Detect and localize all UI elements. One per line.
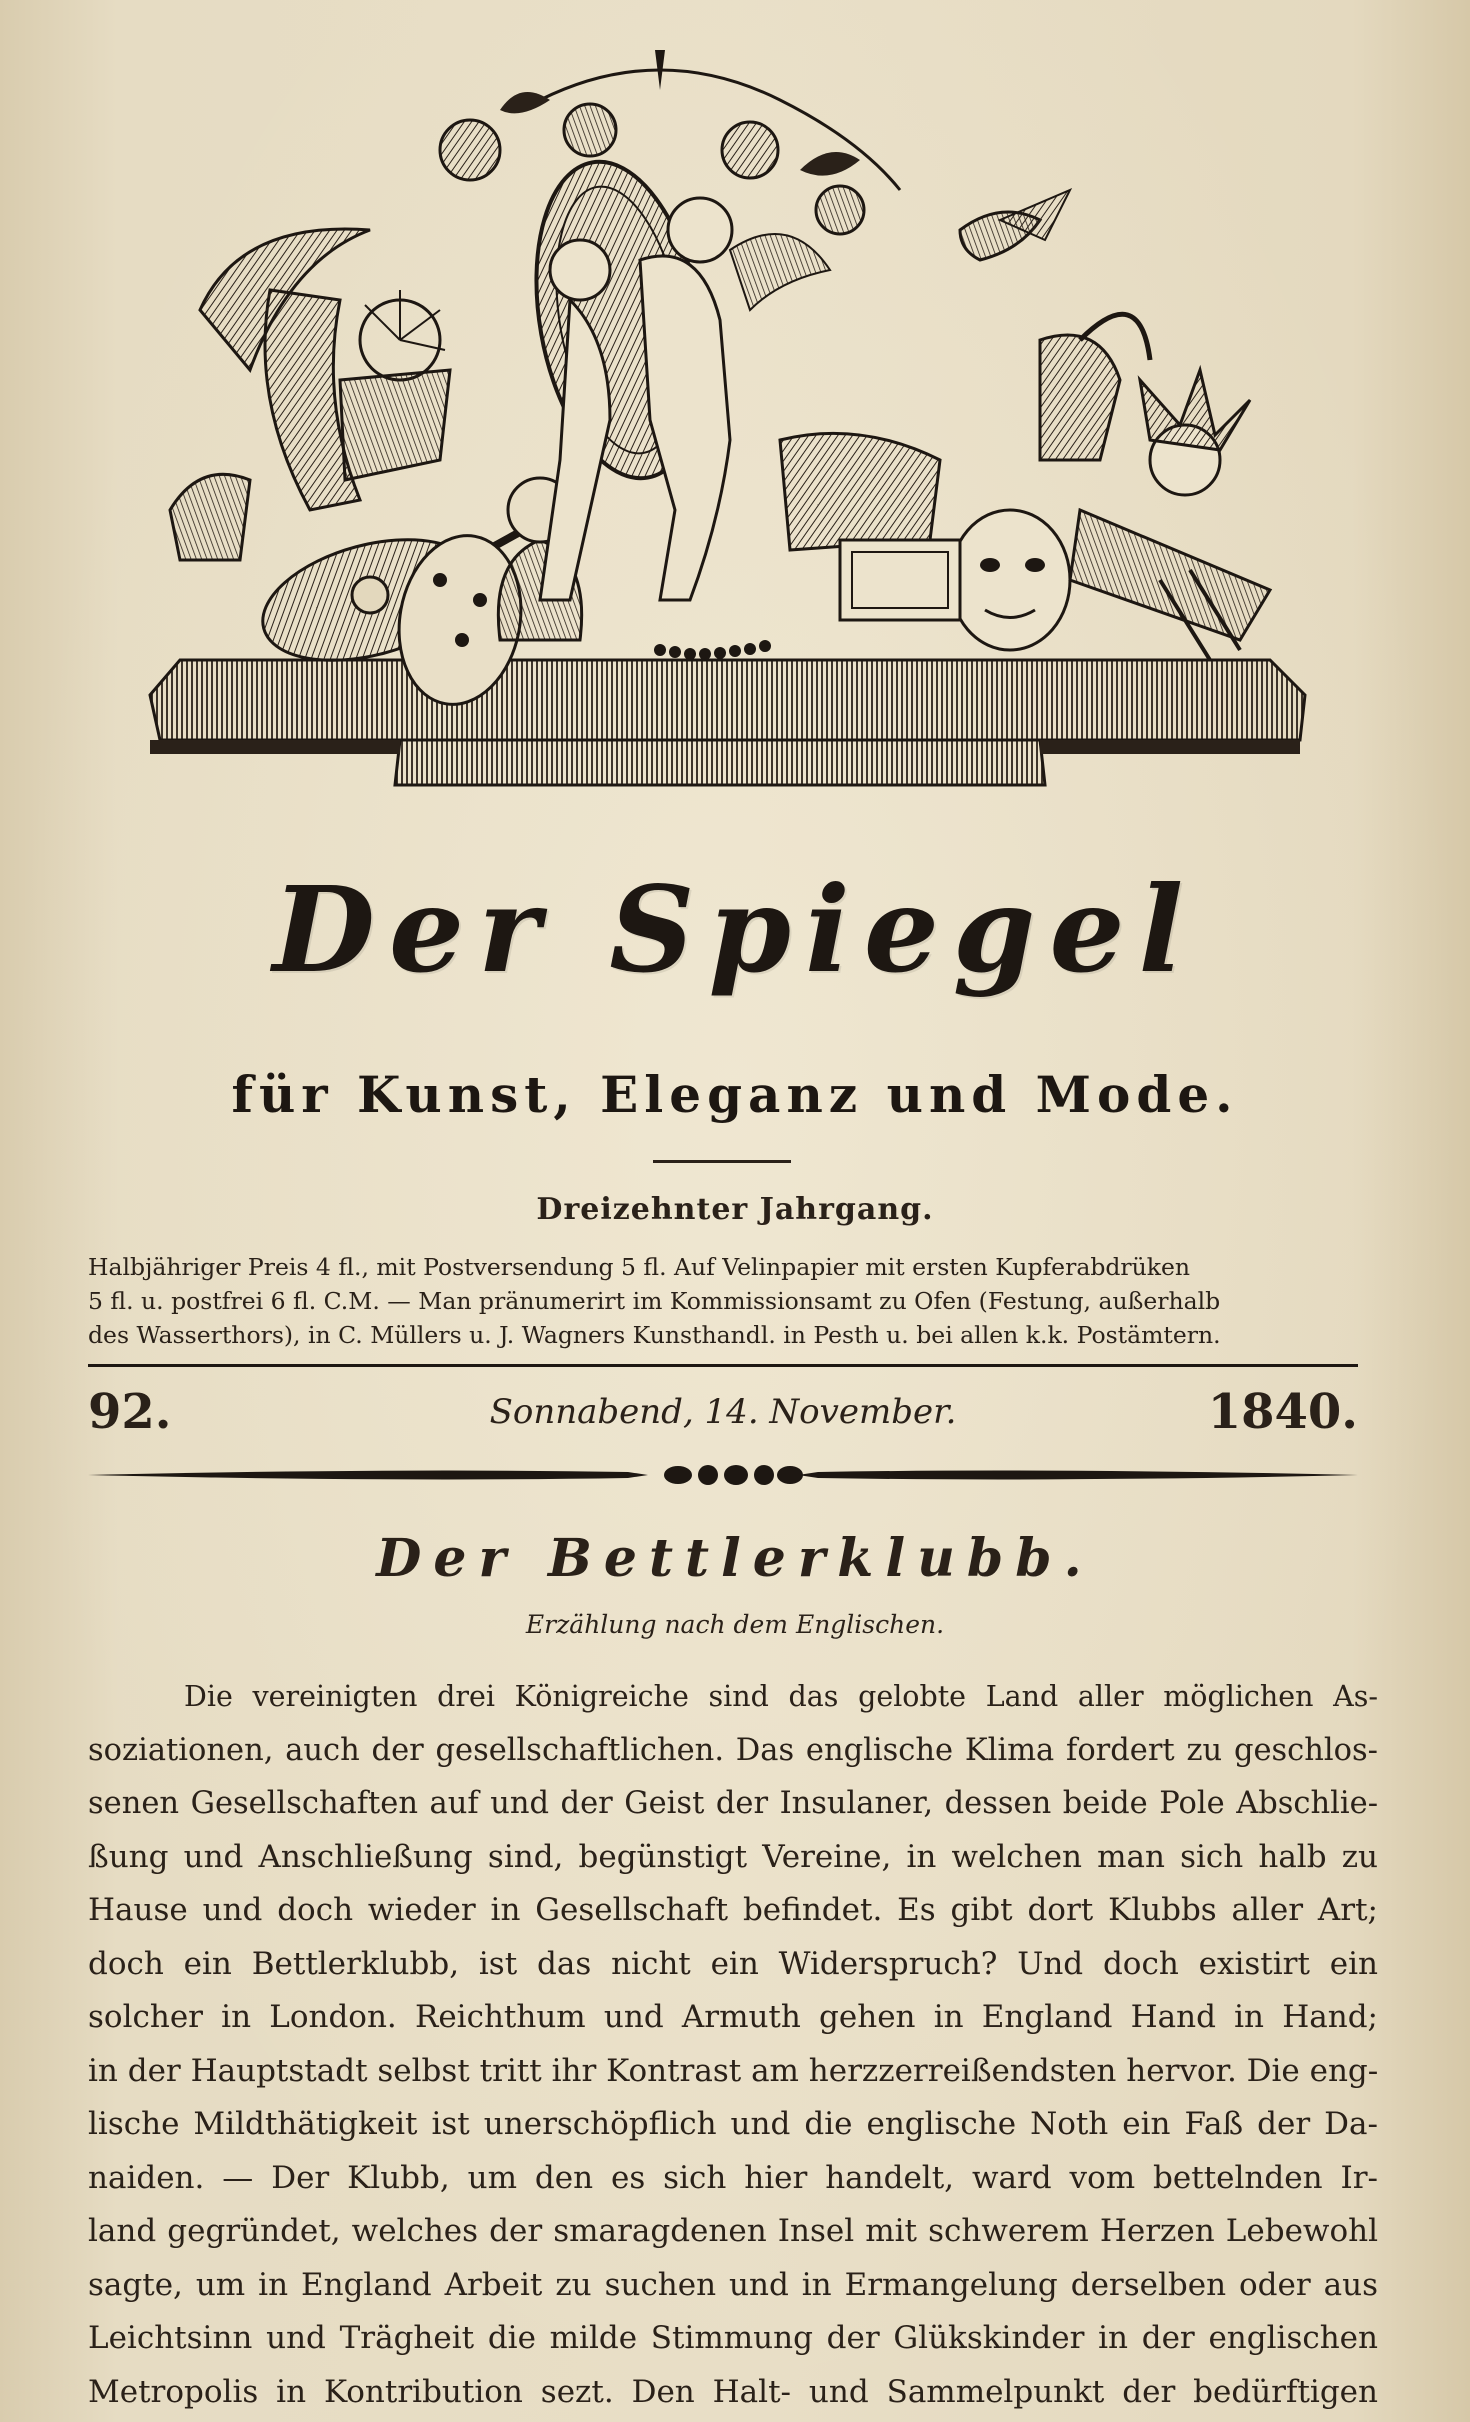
article-subtitle: Erzählung nach dem Englischen. xyxy=(525,1610,945,1639)
header-rule xyxy=(88,1364,1358,1367)
body-line: senen Gesellschaften auf und der Geist der Insulaner, dessen beide Pole Abschlie- xyxy=(88,1786,1378,1821)
article-body xyxy=(88,1670,1378,2419)
masthead-subtitle: für Kunst, Eleganz und Mode. xyxy=(231,1065,1239,1124)
short-divider xyxy=(653,1160,791,1163)
body-line: ßung und Anschließung sind, begünstigt Vereine, in welchen man sich halb zu xyxy=(88,1838,1378,1875)
body-line: in der Hauptstadt selbst tritt ihr Kontrast am herzzerreißendsten hervor. Die eng- xyxy=(88,2052,1378,2089)
issue-date: Sonnabend, 14. November. xyxy=(489,1392,957,1432)
pearl-necklace xyxy=(654,640,771,660)
body-line: lische Mildthätigkeit ist unerschöpflich und die englische Noth ein Faß der Da- xyxy=(88,2106,1378,2142)
body-line: land gegründet, welches der smaragdenen Insel mit schwerem Herzen Lebewohl xyxy=(88,2213,1378,2249)
subscription-line: 5 fl. u. postfrei 6 fl. C.M. — Man pränumerirt im Kommissionsamt zu Ofen (Festung, außerhalb xyxy=(88,1287,1221,1315)
subscription-info xyxy=(88,1250,1378,1352)
bird-icon xyxy=(960,190,1070,260)
issue-number: 92. xyxy=(88,1384,172,1440)
body-line: doch ein Bettlerklubb, ist das nicht ein Widerspruch? Und doch existirt ein xyxy=(88,1945,1378,1982)
vignette-platform xyxy=(150,660,1305,785)
ornamental-divider xyxy=(88,1460,1358,1490)
jester-head-icon xyxy=(1140,370,1250,495)
body-line: soziationen, auch der gesellschaftlichen. Das englische Klima fordert zu geschlos- xyxy=(88,1732,1378,1768)
masthead-title: Der Spiegel xyxy=(272,860,1198,999)
body-line: Metropolis in Kontribution sezt. Den Halt- und Sammelpunkt der bedürftigen xyxy=(88,2373,1378,2410)
body-line: sagte, um in England Arbeit zu suchen und in Ermangelung derselben oder aus xyxy=(88,2266,1378,2303)
body-line: naiden. — Der Klubb, um den es sich hier handelt, ward vom bettelnden Ir- xyxy=(88,2159,1378,2196)
article-title: Der Bettlerklubb. xyxy=(376,1528,1094,1589)
body-line: Leichtsinn und Trägheit die milde Stimmung der Glükskinder in der englischen xyxy=(88,2320,1378,2356)
body-line: Die vereinigten drei Königreiche sind das gelobte Land aller möglichen As- xyxy=(184,1680,1378,1713)
flower-garland xyxy=(440,50,900,234)
subscription-line: des Wasserthors), in C. Müllers u. J. Wagners Kunsthandl. in Pesth u. bei allen k.k. Postämtern. xyxy=(88,1321,1221,1349)
body-line: solcher in London. Reichthum und Armuth gehen in England Hand in Hand; xyxy=(88,1999,1378,2035)
lyre-icon xyxy=(265,290,450,510)
volume-label: Dreizehnter Jahrgang. xyxy=(536,1192,934,1227)
issue-info-row xyxy=(88,1384,1358,1454)
cherub-figures xyxy=(540,198,830,600)
body-line: Hause und doch wieder in Gesellschaft befindet. Es gibt dort Klubbs aller Art; xyxy=(88,1892,1378,1928)
theater-mask-icon xyxy=(950,510,1070,650)
masthead-vignette-illustration xyxy=(140,40,1310,810)
issue-year: 1840. xyxy=(1207,1384,1358,1440)
subscription-line: Halbjähriger Preis 4 fl., mit Postversendung 5 fl. Auf Velinpapier mit ersten Kupferabdrüken xyxy=(88,1253,1191,1281)
